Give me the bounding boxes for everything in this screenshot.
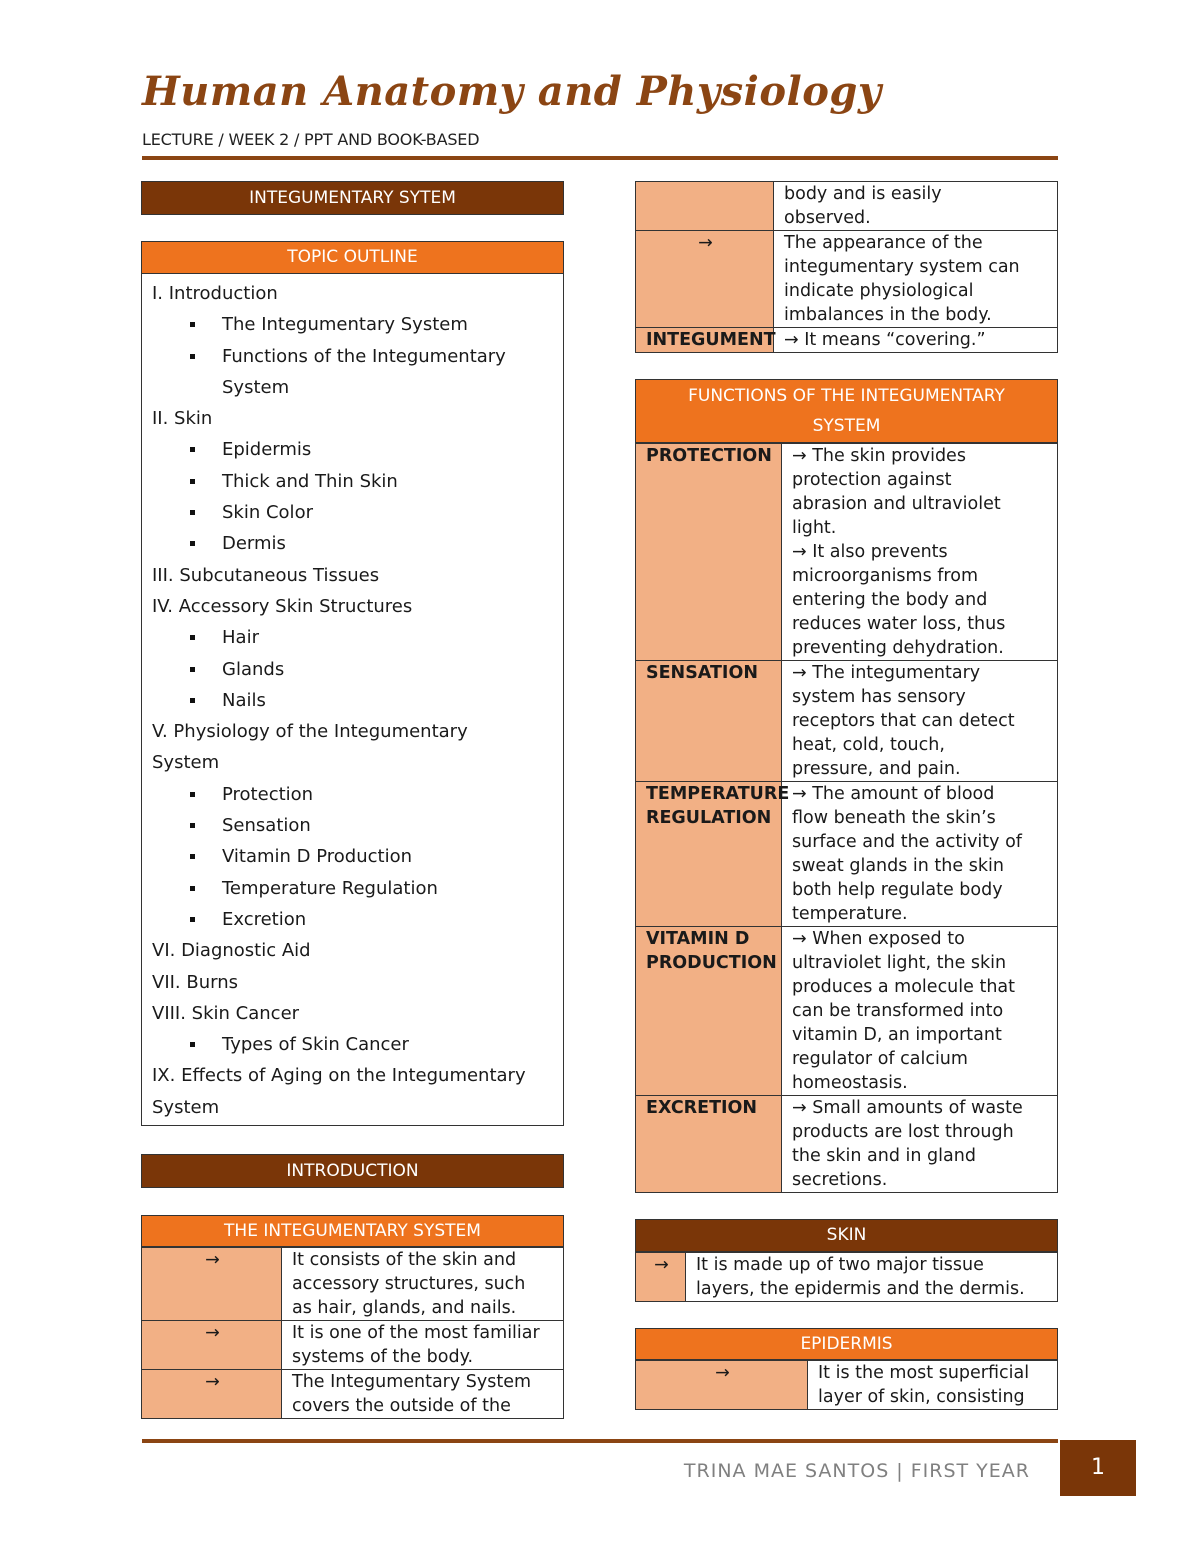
- integumentary-system-header: THE INTEGUMENTARY SYSTEM: [141, 1215, 564, 1247]
- outline-item: III. Subcutaneous Tissues: [152, 564, 380, 586]
- table-row: [636, 927, 1058, 1096]
- term-label: INTEGUMENT: [636, 328, 774, 353]
- definition-line: flow beneath the skin’s: [792, 808, 996, 828]
- definition-cell: [774, 328, 1058, 353]
- table-row: [636, 661, 1058, 782]
- arrow-icon: →: [142, 1370, 282, 1419]
- definition-line: protection against: [792, 470, 952, 490]
- arrow-icon: →: [142, 1248, 282, 1321]
- definition-line: secretions.: [792, 1170, 888, 1190]
- term-label: PROTECTION: [646, 446, 772, 466]
- section-title-integumentary: INTEGUMENTARY SYTEM: [141, 181, 564, 215]
- term-label: EXCRETION: [646, 1098, 758, 1118]
- key-cell: [636, 182, 774, 231]
- term-label: REGULATION: [646, 808, 772, 828]
- definition-line: homeostasis.: [792, 1073, 908, 1093]
- outline-item: II. Skin: [152, 408, 213, 430]
- definition-line: can be transformed into: [792, 1001, 1004, 1021]
- definition-cell: [686, 1253, 1058, 1302]
- skin-table: [635, 1252, 1058, 1302]
- definition-line: observed.: [784, 208, 871, 228]
- outline-subitem: Hair: [152, 622, 553, 653]
- table-row: [636, 231, 1058, 328]
- definition-line: integumentary system can: [784, 257, 1020, 277]
- outline-subitem: Functions of the Integumentary: [152, 341, 553, 372]
- table-row: [142, 1321, 564, 1370]
- table-row: [636, 1096, 1058, 1193]
- table-row: [636, 444, 1058, 661]
- arrow-icon: →: [636, 231, 774, 328]
- outline-subitem: Glands: [152, 654, 553, 685]
- definition-line: layer of skin, consisting: [818, 1387, 1025, 1407]
- definition-line: It consists of the skin and: [292, 1250, 517, 1271]
- function-term-cell: [636, 444, 782, 661]
- definition-line: preventing dehydration.: [792, 638, 1004, 658]
- document-subtitle: LECTURE / WEEK 2 / PPT AND BOOK-BASED: [142, 130, 480, 149]
- definition-line: abrasion and ultraviolet: [792, 494, 1001, 514]
- definition-line: layers, the epidermis and the dermis.: [696, 1279, 1025, 1299]
- epidermis-table: [635, 1360, 1058, 1410]
- right-column: [635, 181, 1058, 1410]
- outline-subitem: Vitamin D Production: [152, 841, 553, 872]
- page-number: 1: [1060, 1440, 1136, 1496]
- definition-line: accessory structures, such: [292, 1274, 526, 1295]
- arrow-icon: →: [636, 1253, 686, 1302]
- definition-cell: [774, 231, 1058, 328]
- definition-line: both help regulate body: [792, 880, 1003, 900]
- definition-line: the skin and in gland: [792, 1146, 976, 1166]
- definition-cell: [282, 1248, 564, 1321]
- definition-line: receptors that can detect: [792, 711, 1015, 731]
- outline-item: VII. Burns: [152, 971, 239, 993]
- outline-subitem: Thick and Thin Skin: [152, 466, 553, 497]
- definition-line: The appearance of the: [784, 233, 983, 253]
- definition-line: indicate physiological: [784, 281, 974, 301]
- definition-line: as hair, glands, and nails.: [292, 1298, 517, 1319]
- term-label: TEMPERATURE: [646, 784, 790, 804]
- function-term-cell: [636, 1096, 782, 1193]
- definition-line: ultraviolet light, the skin: [792, 953, 1007, 973]
- outline-item: VIII. Skin Cancer: [152, 1002, 300, 1024]
- outline-item: V. Physiology of the Integumentary: [152, 721, 468, 743]
- definition-line: → Small amounts of waste: [792, 1098, 1023, 1118]
- term-label: PRODUCTION: [646, 953, 777, 973]
- table-row: [636, 1361, 1058, 1410]
- function-term-cell: [636, 782, 790, 927]
- definition-line: reduces water loss, thus: [792, 614, 1006, 634]
- definition-line: produces a molecule that: [792, 977, 1016, 997]
- outline-item: I. Introduction: [152, 283, 278, 304]
- definition-cell: [282, 1321, 564, 1370]
- topic-outline-header: TOPIC OUTLINE: [141, 241, 564, 274]
- integumentary-continued-table: [635, 181, 1058, 353]
- functions-header-line-2: SYSTEM: [812, 416, 881, 436]
- definition-line: → The amount of blood: [792, 784, 995, 804]
- outline-subitem: The Integumentary System: [152, 309, 553, 340]
- outline-item: System: [152, 1096, 220, 1118]
- term-label: VITAMIN D: [646, 929, 750, 949]
- definition-line: systems of the body.: [292, 1347, 474, 1368]
- definition-cell: [782, 444, 1058, 661]
- definition-line: → It means “covering.”: [784, 330, 986, 350]
- definition-line: pressure, and pain.: [792, 759, 961, 779]
- function-term-cell: [636, 927, 782, 1096]
- functions-table: [635, 443, 1058, 1193]
- definition-line: entering the body and: [792, 590, 988, 610]
- definition-line: products are lost through: [792, 1122, 1014, 1142]
- outline-subitem: Temperature Regulation: [152, 873, 553, 904]
- epidermis-header: EPIDERMIS: [635, 1328, 1058, 1360]
- table-row: [636, 782, 1058, 927]
- table-row: [142, 1370, 564, 1419]
- topic-outline-list: [141, 274, 564, 1126]
- definition-line: It is the most superficial: [818, 1363, 1030, 1383]
- outline-subitem: Epidermis: [152, 434, 553, 465]
- outline-subitem: Sensation: [152, 810, 553, 841]
- definition-line: → The skin provides: [792, 446, 966, 466]
- footer-rule: [142, 1439, 1058, 1443]
- definition-line: sweat glands in the skin: [792, 856, 1004, 876]
- section-title-skin: SKIN: [635, 1219, 1058, 1252]
- functions-header-line-1: FUNCTIONS OF THE INTEGUMENTARY: [688, 386, 1005, 406]
- definition-line: system has sensory: [792, 687, 966, 707]
- arrow-icon: →: [636, 1361, 808, 1410]
- definition-cell: [782, 1096, 1058, 1193]
- outline-subitem: Nails: [152, 685, 553, 716]
- document-title: Human Anatomy and Physiology: [142, 68, 882, 115]
- definition-line: microorganisms from: [792, 566, 978, 586]
- outline-item: IV. Accessory Skin Structures: [152, 595, 413, 617]
- definition-line: imbalances in the body.: [784, 305, 992, 325]
- header-rule: [142, 156, 1058, 160]
- table-row: [636, 1253, 1058, 1302]
- definition-line: heat, cold, touch,: [792, 735, 945, 755]
- definition-line: It is made up of two major tissue: [696, 1255, 984, 1275]
- definition-line: → It also prevents: [792, 542, 948, 562]
- functions-header: [635, 379, 1058, 443]
- function-term-cell: [636, 661, 782, 782]
- outline-item: System: [152, 752, 220, 774]
- outline-subitem: Types of Skin Cancer: [152, 1029, 553, 1060]
- section-title-introduction: INTRODUCTION: [141, 1154, 564, 1188]
- term-label: SENSATION: [646, 663, 758, 683]
- footer-author: TRINA MAE SANTOS | FIRST YEAR: [683, 1460, 1030, 1482]
- definition-cell: [782, 782, 1058, 927]
- outline-subitem: Skin Color: [152, 497, 553, 528]
- arrow-icon: →: [142, 1321, 282, 1370]
- outline-item: VI. Diagnostic Aid: [152, 940, 311, 962]
- outline-subitem-continued: System: [222, 376, 290, 398]
- outline-item: IX. Effects of Aging on the Integumentary: [152, 1065, 526, 1087]
- definition-line: vitamin D, an important: [792, 1025, 1002, 1045]
- definition-line: regulator of calcium: [792, 1049, 968, 1069]
- definition-cell: [808, 1361, 1058, 1410]
- definition-line: covers the outside of the: [292, 1396, 511, 1417]
- definition-line: light.: [792, 518, 837, 538]
- left-column: [141, 181, 564, 1419]
- definition-line: The Integumentary System: [292, 1372, 532, 1393]
- definition-line: It is one of the most familiar: [292, 1323, 540, 1344]
- definition-line: temperature.: [792, 904, 908, 924]
- definition-line: → When exposed to: [792, 929, 965, 949]
- definition-cell: [782, 927, 1058, 1096]
- definition-line: → The integumentary: [792, 663, 981, 683]
- integumentary-system-table: [141, 1247, 564, 1419]
- definition-line: surface and the activity of: [792, 832, 1022, 852]
- definition-line: body and is easily: [784, 184, 942, 204]
- table-row: [636, 328, 1058, 353]
- table-row: [142, 1248, 564, 1321]
- outline-subitem: Protection: [152, 779, 553, 810]
- definition-cell: [782, 661, 1058, 782]
- table-row: [636, 182, 1058, 231]
- outline-subitem: Excretion: [152, 904, 553, 935]
- definition-cell: [282, 1370, 564, 1419]
- definition-cell: [774, 182, 1058, 231]
- outline-subitem: Dermis: [152, 528, 553, 559]
